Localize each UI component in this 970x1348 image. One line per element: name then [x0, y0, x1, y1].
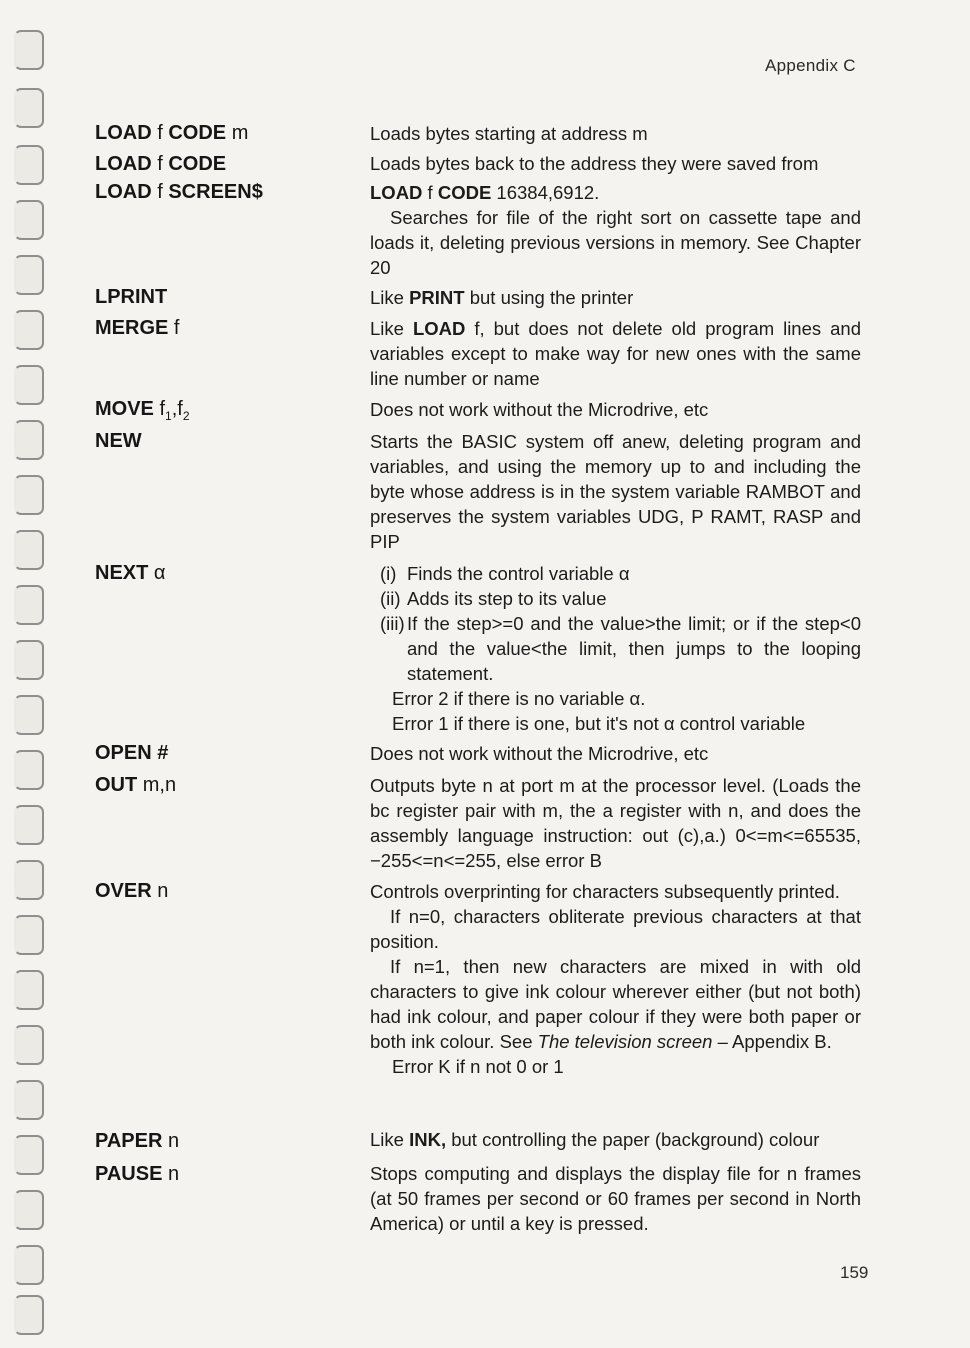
binding-hole — [14, 750, 44, 790]
term-load-screen: LOAD f SCREEN$ — [95, 181, 263, 203]
desc-out: Outputs byte n at port m at the processor level. (Loads the bc register pair with m, the a register with n, and does the assembly language instruction: out (c),a.) 0<=m<=65535, −255<=n<=255, else error B — [370, 775, 861, 871]
term-load-code: LOAD f CODE — [95, 153, 227, 175]
binding-hole — [14, 1135, 44, 1175]
term-out: OUT m,n — [95, 774, 177, 796]
desc-next: (i) Finds the control variable α (ii) Adds its step to its value (iii) If the step>=0 and the value>the limit; or if the step<0 and the value<the limit, then jumps to the looping statement. Error 2 if there is no variable α. Error 1 if there is one, but it's not α control variable — [370, 561, 861, 736]
desc-move: Does not work without the Microdrive, etc — [370, 399, 709, 420]
binding-hole — [14, 640, 44, 680]
binding-hole — [14, 970, 44, 1010]
page-number: 159 — [840, 1263, 869, 1282]
desc-load-code-m: Loads bytes starting at address m — [370, 123, 648, 144]
list-item: (i) Finds the control variable α — [380, 563, 630, 584]
term-over: OVER n — [95, 880, 169, 902]
binding-hole — [14, 1295, 44, 1335]
running-header: Appendix C — [765, 56, 856, 75]
binding-hole — [14, 88, 44, 128]
spiral-binding — [0, 0, 58, 1348]
desc-merge: Like LOAD f, but does not delete old program lines and variables except to make way for new ones with the same line number or name — [370, 318, 861, 389]
binding-hole — [14, 365, 44, 405]
desc-load-screen: LOAD f CODE 16384,6912. Searches for file of the right sort on cassette tape and loads it, deleting previous versions in memory. See Chapter 20 — [370, 182, 861, 278]
term-merge: MERGE f — [95, 317, 180, 339]
list-item: (ii) Adds its step to its value — [380, 588, 607, 609]
term-lprint: LPRINT — [95, 286, 168, 308]
term-paper: PAPER n — [95, 1130, 180, 1152]
binding-hole — [14, 255, 44, 295]
desc-open: Does not work without the Microdrive, etc — [370, 743, 709, 764]
term-move: MOVE $f_1,f_2$ — [95, 398, 190, 423]
desc-new: Starts the BASIC system off anew, deleting program and variables, and using the memory up to and including the byte whose address is in the system variable RAMBOT and preserves the system variables UDG, P RAMT, RASP and PIP — [370, 431, 861, 552]
desc-paper: Like INK, but controlling the paper (background) colour — [370, 1129, 820, 1150]
binding-hole — [14, 1025, 44, 1065]
binding-hole — [14, 805, 44, 845]
binding-hole — [14, 200, 44, 240]
binding-hole — [14, 530, 44, 570]
term-open: OPEN # — [95, 742, 169, 764]
term-pause: PAUSE n — [95, 1163, 180, 1185]
binding-hole — [14, 420, 44, 460]
term-new: NEW — [95, 430, 142, 452]
binding-hole — [14, 475, 44, 515]
binding-hole — [14, 145, 44, 185]
desc-load-code: Loads bytes back to the address they were saved from — [370, 153, 819, 174]
binding-hole — [14, 30, 44, 70]
term-next: NEXT α — [95, 562, 166, 584]
binding-hole — [14, 1245, 44, 1285]
desc-pause: Stops computing and displays the display file for n frames (at 50 frames per second or 60 frames per second in North America) or until a key is pressed. — [370, 1163, 861, 1234]
desc-lprint: Like PRINT but using the printer — [370, 287, 634, 308]
binding-hole — [14, 585, 44, 625]
binding-hole — [14, 860, 44, 900]
list-item: (iii) If the step>=0 and the value>the limit; or if the step<0 and the value<the limit, then jumps to the looping statement. — [380, 613, 861, 684]
binding-hole — [14, 310, 44, 350]
term-load-code-m: LOAD f CODE m — [95, 122, 249, 144]
binding-hole — [14, 1080, 44, 1120]
binding-hole — [14, 915, 44, 955]
desc-over: Controls overprinting for characters subsequently printed. If n=0, characters obliterate previous characters at that position. If n=1, then new characters are mixed in with old characters to give ink colour wherever either (but not both) had ink colour, and paper colour if they were both paper or both ink colour. See The television screen – Appendix B. Error K if n not 0 or 1 — [370, 881, 861, 1077]
binding-hole — [14, 695, 44, 735]
binding-hole — [14, 1190, 44, 1230]
